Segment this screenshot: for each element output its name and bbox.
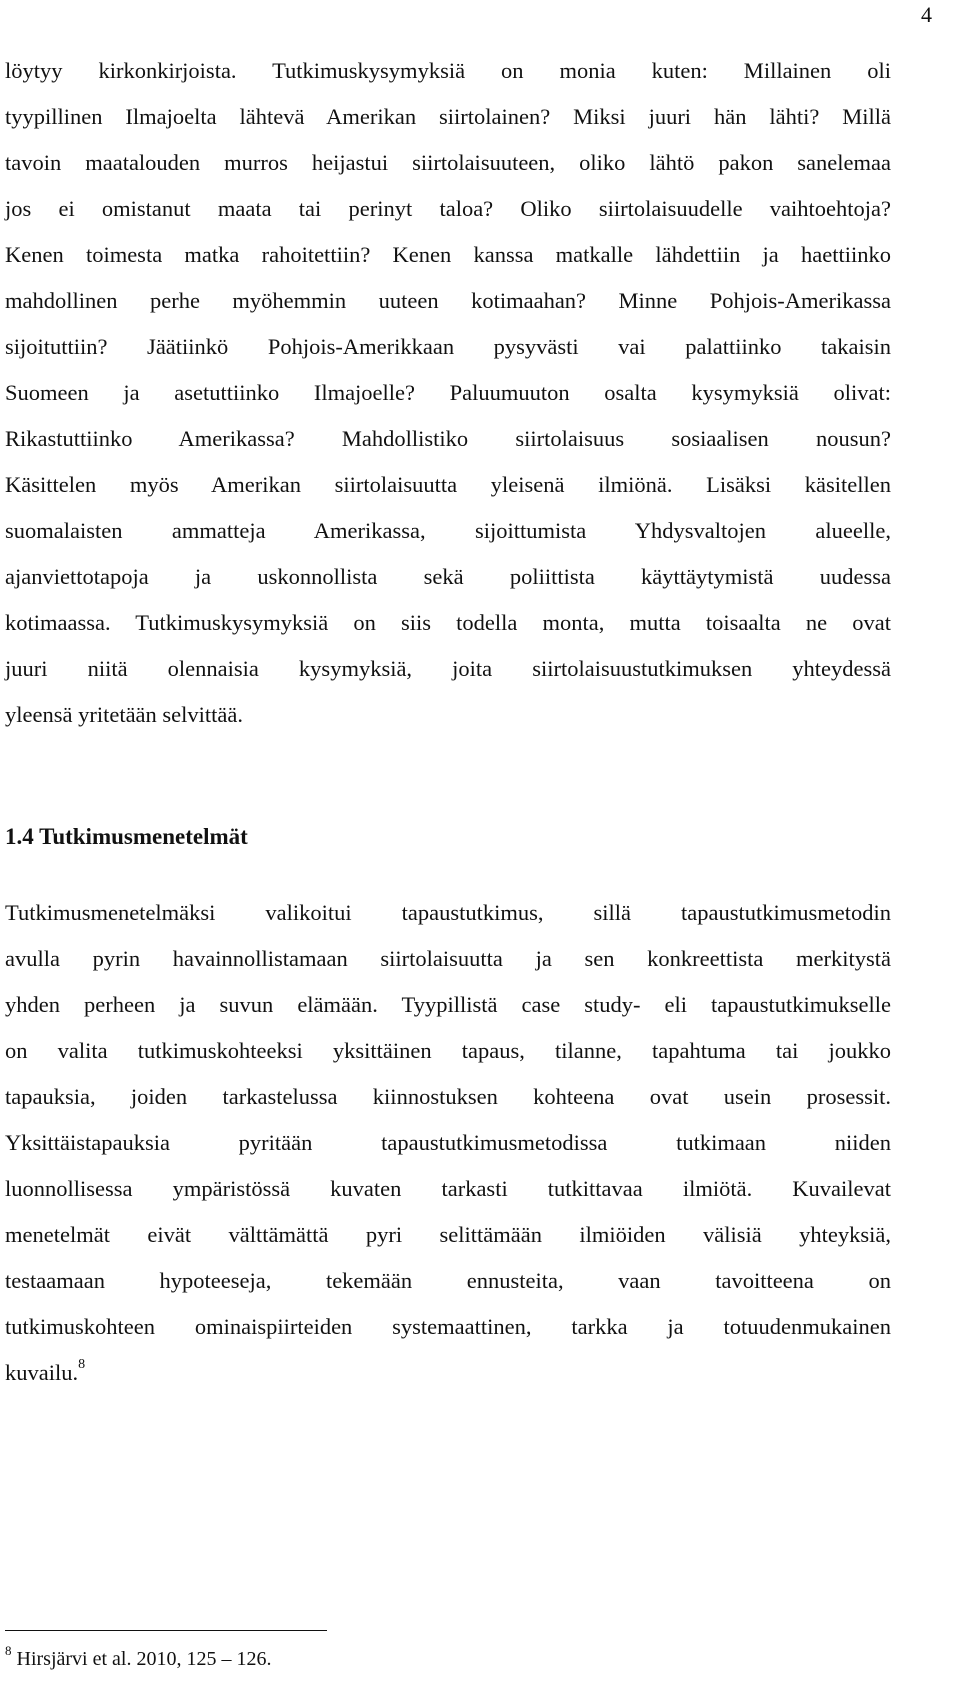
section-heading: 1.4 Tutkimusmenetelmät <box>5 824 248 849</box>
text-line: yhden perheen ja suvun elämään. Tyypillistä case study- eli tapaustutkimukselle <box>5 992 891 1017</box>
text-line: Käsittelen myös Amerikan siirtolaisuutta yleisenä ilmiönä. Lisäksi käsitellen <box>5 472 891 497</box>
text-line: ajanviettotapoja ja uskonnollista sekä poliittista käyttäytymistä uudessa <box>5 564 891 589</box>
text-line: luonnollisessa ympäristössä kuvaten tarkasti tutkittavaa ilmiötä. Kuvailevat <box>5 1176 891 1201</box>
text-line: Rikastuttiinko Amerikassa? Mahdollistiko siirtolaisuus sosiaalisen nousun? <box>5 426 891 451</box>
text-line: tyypillinen Ilmajoelta lähtevä Amerikan siirtolainen? Miksi juuri hän lähti? Millä <box>5 104 891 129</box>
footnote-text: Hirsjärvi et al. 2010, 125 – 126. <box>16 1648 272 1670</box>
text-line: yleensä yritetään selvittää. <box>5 702 244 727</box>
text-line: on valita tutkimuskohteeksi yksittäinen tapaus, tilanne, tapahtuma tai joukko <box>5 1038 891 1063</box>
text-line: sijoituttiin? Jäätiinkö Pohjois-Amerikkaan pysyvästi vai palattiinko takaisin <box>5 334 891 359</box>
page-number: 4 <box>921 2 932 27</box>
text-line: löytyy kirkonkirjoista. Tutkimuskysymyksiä on monia kuten: Millainen oli <box>5 58 891 83</box>
footnote-divider <box>5 1630 327 1631</box>
text-line: jos ei omistanut maata tai perinyt taloa? Oliko siirtolaisuudelle vaihtoehtoja? <box>5 196 891 221</box>
text-line: suomalaisten ammatteja Amerikassa, sijoittumista Yhdysvaltojen alueelle, <box>5 518 891 543</box>
text-line: Tutkimusmenetelmäksi valikoitui tapaustutkimus, sillä tapaustutkimusmetodin <box>5 900 891 925</box>
text-line: Suomeen ja asetuttiinko Ilmajoelle? Paluumuuton osalta kysymyksiä olivat: <box>5 380 891 405</box>
text-line: tavoin maatalouden murros heijastui siirtolaisuuteen, oliko lähtö pakon sanelemaa <box>5 150 891 175</box>
text-line: avulla pyrin havainnollistamaan siirtolaisuutta ja sen konkreettista merkitystä <box>5 946 891 971</box>
footnote-reference[interactable]: 8 <box>78 1357 86 1372</box>
text-line: tutkimuskohteen ominaispiirteiden systemaattinen, tarkka ja totuudenmukainen <box>5 1314 891 1339</box>
footnote-number: 8 <box>5 1643 12 1658</box>
text-line-last <box>5 1359 891 1391</box>
text-line: menetelmät eivät välttämättä pyri selittämään ilmiöiden välisiä yhteyksiä, <box>5 1222 891 1247</box>
text-fragment: kuvailu. <box>5 1360 79 1385</box>
text-line: Yksittäistapauksia pyritään tapaustutkimusmetodissa tutkimaan niiden <box>5 1130 891 1155</box>
text-line: testaamaan hypoteeseja, tekemään ennusteita, vaan tavoitteena on <box>5 1268 891 1293</box>
text-line: mahdollinen perhe myöhemmin uuteen kotimaahan? Minne Pohjois-Amerikassa <box>5 288 891 313</box>
text-line: Kenen toimesta matka rahoitettiin? Kenen kanssa matkalle lähdettiin ja haettiinko <box>5 242 891 267</box>
footnote <box>5 1645 271 1675</box>
text-line: juuri niitä olennaisia kysymyksiä, joita siirtolaisuustutkimuksen yhteydessä <box>5 656 891 681</box>
text-line: tapauksia, joiden tarkastelussa kiinnostuksen kohteena ovat usein prosessit. <box>5 1084 891 1109</box>
text-line: kotimaassa. Tutkimuskysymyksiä on siis todella monta, mutta toisaalta ne ovat <box>5 610 891 635</box>
